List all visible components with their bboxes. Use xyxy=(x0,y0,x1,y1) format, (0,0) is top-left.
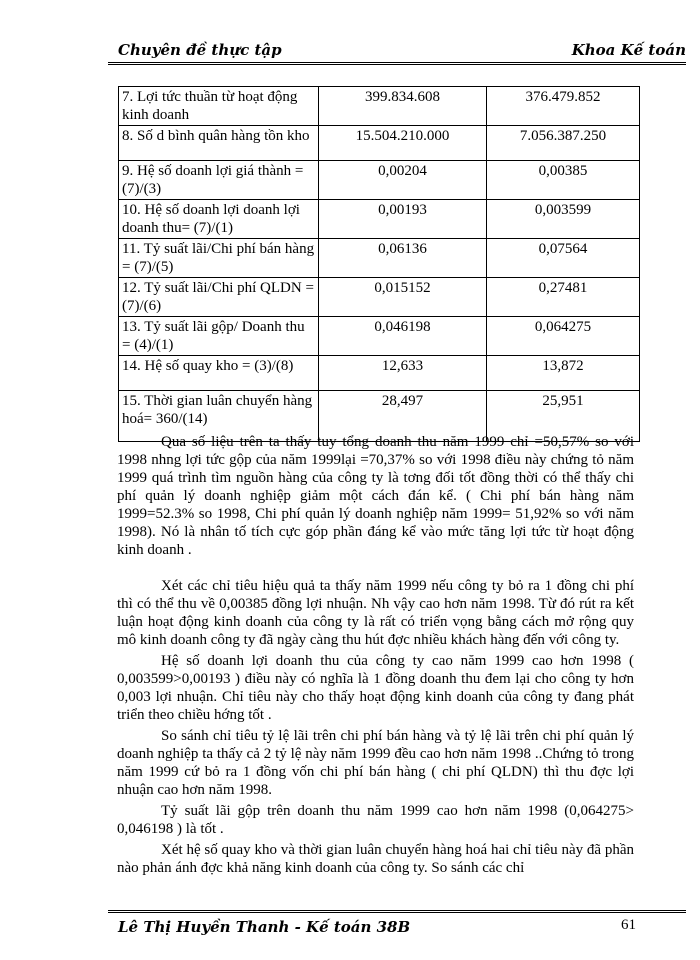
table-row xyxy=(119,278,640,317)
value-1999: 7.056.387.250 xyxy=(487,126,640,161)
value-1999: 0,003599 xyxy=(487,200,640,239)
value-1999: 0,07564 xyxy=(487,239,640,278)
table-row xyxy=(119,200,640,239)
value-1998: 0,06136 xyxy=(319,239,487,278)
table-row xyxy=(119,126,640,161)
value-1999: 376.479.852 xyxy=(487,87,640,126)
paragraph: Hệ số doanh lợi doanh thu của công ty cao năm 1999 cao hơn 1998 ( 0,003599>0,00193 ) điều này có nghĩa là 1 đồng doanh thu đem lại cho công ty hơn 0,003 lợi nhuận. Chỉ tiêu này cho thấy hoạt động kinh doanh của công ty đang phát triển theo chiều hớng tốt . xyxy=(117,653,634,723)
value-1999: 0,27481 xyxy=(487,278,640,317)
paragraph: Qua số liệu trên ta thấy tuy tổng doanh thu năm 1999 chỉ =50,57% so với 1998 nhng lợi tức gộp của năm 1999lại =70,37% so với 1998 điều này chứng tỏ năm 1999 quá trình tìm nguồn hàng của công ty là tơng đối tốt đồng thời có thể thấy chi phí quản lý doanh nghiệp giảm một cách đán kể. ( Chi phí bán hàng năm 1999=52.3% so 1998, Chi phí quản lý doanh nghiệp năm 1999= 51,92% so với năm 1998). Nó là nhân tố tích cực góp phần đáng kể vào mức tăng lợi tức từ hoạt động kinh doanh . xyxy=(117,434,634,558)
analysis-text xyxy=(117,433,634,877)
page-number: 61 xyxy=(621,917,636,933)
value-1998: 28,497 xyxy=(319,391,487,442)
row-label: 13. Tỷ suất lãi gộp/ Doanh thu = (4)/(1) xyxy=(119,317,319,356)
row-label: 10. Hệ số doanh lợi doanh lợi doanh thu= (7)/(1) xyxy=(119,200,319,239)
row-label: 9. Hệ số doanh lợi giá thành = (7)/(3) xyxy=(119,161,319,200)
row-label: 11. Tỷ suất lãi/Chi phí bán hàng = (7)/(5) xyxy=(119,239,319,278)
row-label: 14. Hệ số quay kho = (3)/(8) xyxy=(119,356,319,391)
paragraph: Tỷ suất lãi gộp trên doanh thu năm 1999 cao hơn năm 1998 (0,064275> 0,046198 ) là tốt . xyxy=(117,803,634,837)
row-label: 8. Số d bình quân hàng tồn kho xyxy=(119,126,319,161)
value-1999: 0,00385 xyxy=(487,161,640,200)
value-1998: 0,00193 xyxy=(319,200,487,239)
paragraph: Xét các chỉ tiêu hiệu quả ta thấy năm 1999 nếu công ty bỏ ra 1 đồng chi phí thì có thể thu về 0,00385 đồng lợi nhuận. Nh vậy cao hơn năm 1998. Từ đó rút ra kết luận hoạt động kinh doanh của công ty là rất có triển vọng bằng cách mở rộng quy mô kinh doanh công ty đã ngày càng thu hút đợc nhiều khách hàng đến với công ty. xyxy=(117,578,634,648)
value-1998: 12,633 xyxy=(319,356,487,391)
footer-author: Lê Thị Huyền Thanh - Kế toán 38B xyxy=(118,918,411,936)
header-title: Chuyên đề thực tập xyxy=(118,41,282,59)
page-footer xyxy=(108,910,686,937)
row-label: 15. Thời gian luân chuyển hàng hoá= 360/(14) xyxy=(119,391,319,442)
paragraph: Xét hệ số quay kho và thời gian luân chuyển hàng hoá hai chỉ tiêu này đã phần nào phản ánh đợc khả năng kinh doanh của công ty. So sánh các chỉ xyxy=(117,842,634,876)
value-1998: 399.834.608 xyxy=(319,87,487,126)
table-row xyxy=(119,356,640,391)
value-1998: 15.504.210.000 xyxy=(319,126,487,161)
value-1999: 13,872 xyxy=(487,356,640,391)
header-department: Khoa Kế toán xyxy=(571,41,686,59)
paragraph: So sánh chỉ tiêu tỷ lệ lãi trên chi phí bán hàng và tỷ lệ lãi trên chi phí quản lý doanh nghiệp ta thấy cả 2 tỷ lệ này năm 1999 đều cao hơn năm 1998 ..Chứng tỏ trong năm 1999 cứ bỏ ra 1 đồng vốn chi phí bán hàng ( chi phí QLDN) thì thu đợc lợi nhuận cao hơn năm 1998. xyxy=(117,728,634,798)
table-row xyxy=(119,317,640,356)
table-row xyxy=(119,239,640,278)
table-row xyxy=(119,87,640,126)
value-1999: 0,064275 xyxy=(487,317,640,356)
value-1999: 25,951 xyxy=(487,391,640,442)
page-header xyxy=(108,40,686,65)
value-1998: 0,00204 xyxy=(319,161,487,200)
indicator-table xyxy=(118,86,640,442)
value-1998: 0,046198 xyxy=(319,317,487,356)
value-1998: 0,015152 xyxy=(319,278,487,317)
table-row xyxy=(119,161,640,200)
row-label: 12. Tỷ suất lãi/Chi phí QLDN = (7)/(6) xyxy=(119,278,319,317)
row-label: 7. Lợi tức thuần từ hoạt động kinh doanh xyxy=(119,87,319,126)
